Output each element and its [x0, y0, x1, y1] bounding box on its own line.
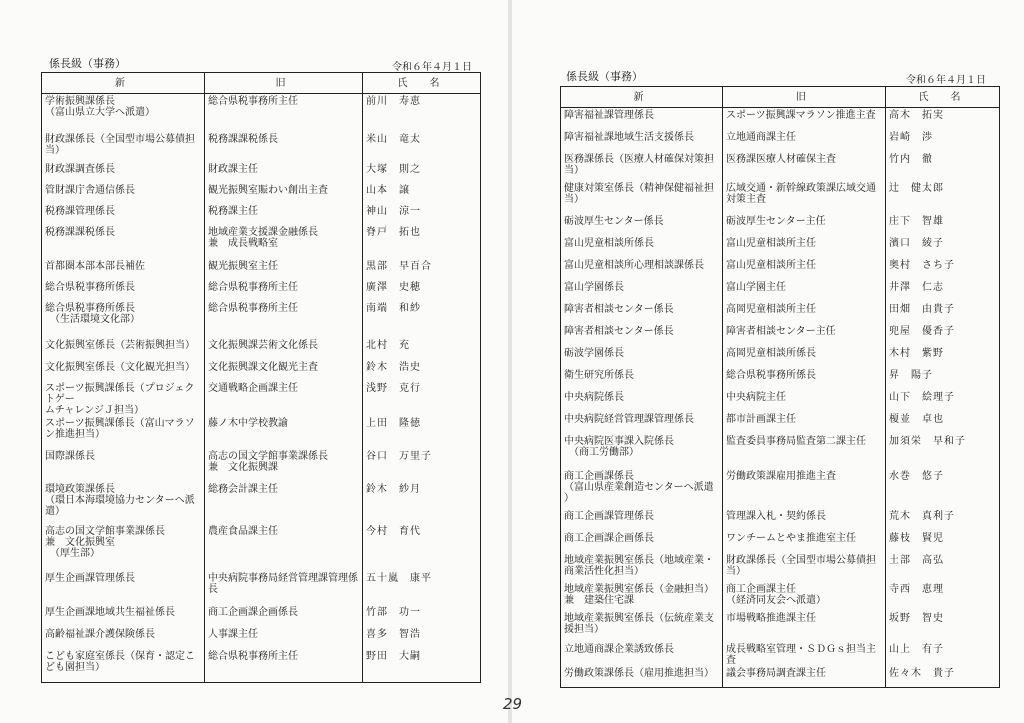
column-header-new: 新: [42, 73, 205, 94]
person-name-cell: 榎並 卓也: [886, 412, 1000, 434]
person-name-cell: 高木 拓実: [886, 108, 1000, 130]
old-position-cell: 総務会計課主任: [205, 482, 363, 524]
person-name-cell: 脊戸 拓也: [363, 225, 481, 259]
person-name-cell: 土部 高弘: [886, 553, 1000, 582]
old-position-cell: 高志の国文学館事業課係長 兼 文化振興課: [205, 449, 363, 482]
table-row: [561, 130, 1000, 152]
person-name-cell: 坂野 智史: [886, 611, 1000, 642]
old-position-cell: 財政課主任: [205, 162, 363, 183]
new-position-cell: 障害者相談センター係長: [561, 324, 723, 346]
table-row: [561, 368, 1000, 390]
new-position-cell: 衛生研究所係長: [561, 368, 723, 390]
new-position-cell: 文化振興室係長（文化観光担当）: [42, 360, 205, 381]
person-name-cell: 濱口 綾子: [886, 236, 1000, 258]
table-row: [42, 381, 481, 416]
person-name-cell: 浅野 克行: [363, 381, 481, 416]
person-name-cell: 上田 隆徳: [363, 416, 481, 449]
column-header-old: 旧: [205, 73, 363, 94]
new-position-cell: 税務課課税係長: [42, 225, 205, 259]
new-position-cell: 労働政策課係長（雇用推進担当）: [561, 666, 723, 688]
right-page: [512, 0, 1024, 723]
person-name-cell: 竹部 功一: [363, 605, 481, 627]
person-name-cell: 米山 竜太: [363, 132, 481, 162]
table-row: [42, 416, 481, 449]
old-position-cell: 人事課主任: [205, 627, 363, 649]
new-position-cell: 中央病院経営管理課管理係長: [561, 412, 723, 434]
old-position-cell: 総合県税事務所主任: [205, 94, 363, 132]
table-row: [42, 360, 481, 381]
old-position-cell: 砺波厚生センター主任: [723, 214, 886, 236]
person-name-cell: 藤枝 賢児: [886, 531, 1000, 553]
table-row: [561, 302, 1000, 324]
new-position-cell: 地域産業振興室係長（金融担当） 兼 建築住宅課: [561, 582, 723, 611]
new-position-cell: 砺波学園係長: [561, 346, 723, 368]
table-row: [561, 531, 1000, 553]
table-row: [42, 524, 481, 571]
new-position-cell: 税務課管理係長: [42, 204, 205, 225]
table-row: [42, 627, 481, 649]
old-position-cell: 総合県税事務所主任: [205, 649, 363, 683]
table-row: [42, 338, 481, 360]
person-name-cell: 田畑 由貴子: [886, 302, 1000, 324]
old-position-cell: スポーツ振興課マラソン推進主査: [723, 108, 886, 130]
old-position-cell: 税務課主任: [205, 204, 363, 225]
person-name-cell: 山本 譲: [363, 183, 481, 204]
personnel-table: [560, 86, 1000, 688]
old-position-cell: 文化振興課文化観光主査: [205, 360, 363, 381]
table-row: [561, 412, 1000, 434]
new-position-cell: 厚生企画課管理係長: [42, 571, 205, 605]
new-position-cell: 管財課庁舎通信係長: [42, 183, 205, 204]
new-position-cell: 地域産業振興室係長（地域産業・ 商業活性化担当）: [561, 553, 723, 582]
table-row: [42, 301, 481, 338]
new-position-cell: 総合県税事務所係長: [42, 280, 205, 301]
table-row: [42, 204, 481, 225]
old-position-cell: 観光振興室主任: [205, 259, 363, 280]
person-name-cell: 前川 寿恵: [363, 94, 481, 132]
new-position-cell: 学術振興課係長 （富山県立大学へ派遣）: [42, 94, 205, 132]
person-name-cell: 野田 大嗣: [363, 649, 481, 683]
new-position-cell: 高齢福祉課介護保険係長: [42, 627, 205, 649]
person-name-cell: 木村 紫野: [886, 346, 1000, 368]
person-name-cell: 南端 和紗: [363, 301, 481, 338]
person-name-cell: 井澤 仁志: [886, 280, 1000, 302]
new-position-cell: スポーツ振興課係長（富山マラソ ン推進担当）: [42, 416, 205, 449]
new-position-cell: 商工企画課管理係長: [561, 509, 723, 531]
person-name-cell: 北村 充: [363, 338, 481, 360]
table-row: [561, 236, 1000, 258]
table-row: [561, 346, 1000, 368]
new-position-cell: 商工企画課企画係長: [561, 531, 723, 553]
column-header-new: 新: [561, 87, 723, 108]
new-position-cell: 財政課調査係長: [42, 162, 205, 183]
person-name-cell: 山上 有子: [886, 642, 1000, 666]
new-position-cell: 富山児童相談所係長: [561, 236, 723, 258]
new-position-cell: 商工企画課係長 （富山県産業創造センターへ派遣 ）: [561, 469, 723, 509]
old-position-cell: 高岡児童相談所主任: [723, 302, 886, 324]
person-name-cell: 神山 涼一: [363, 204, 481, 225]
old-position-cell: 立地通商課主任: [723, 130, 886, 152]
new-position-cell: 健康対策室係長（精神保健福祉担 当）: [561, 181, 723, 214]
table-row: [561, 509, 1000, 531]
person-name-cell: 庄下 智雄: [886, 214, 1000, 236]
column-header-old: 旧: [723, 87, 886, 108]
table-row: [561, 280, 1000, 302]
old-position-cell: 交通戦略企画課主任: [205, 381, 363, 416]
person-name-cell: 寺西 恵理: [886, 582, 1000, 611]
person-name-cell: 辻 健太郎: [886, 181, 1000, 214]
new-position-cell: 障害福祉課地域生活支援係長: [561, 130, 723, 152]
column-header-name: 氏 名: [886, 87, 1000, 108]
table-row: [42, 225, 481, 259]
person-name-cell: 五十嵐 康平: [363, 571, 481, 605]
table-row: [42, 605, 481, 627]
new-position-cell: 高志の国文学館事業課係長 兼 文化振興室 （厚生部）: [42, 524, 205, 571]
old-position-cell: 労働政策課雇用推進主査: [723, 469, 886, 509]
new-position-cell: こども家庭室係長（保育・認定こ ども園担当）: [42, 649, 205, 683]
old-position-cell: 管理課入札・契約係長: [723, 509, 886, 531]
old-position-cell: 財政課係長（全国型市場公募債担 当）: [723, 553, 886, 582]
table-row: [561, 324, 1000, 346]
table-row: [42, 482, 481, 524]
old-position-cell: 成長戦略室管理・ＳＤＧｓ担当主査: [723, 642, 886, 666]
old-position-cell: 商工企画課企画係長: [205, 605, 363, 627]
person-name-cell: 喜多 智浩: [363, 627, 481, 649]
person-name-cell: 佐々木 貴子: [886, 666, 1000, 688]
person-name-cell: 鈴木 浩史: [363, 360, 481, 381]
old-position-cell: 富山学園主任: [723, 280, 886, 302]
old-position-cell: 富山児童相談所主任: [723, 258, 886, 280]
old-position-cell: 広域交通・新幹線政策課広域交通 対策主査: [723, 181, 886, 214]
table-row: [42, 94, 481, 132]
person-name-cell: 今村 育代: [363, 524, 481, 571]
document-date: 令和６年４月１日: [906, 75, 986, 86]
old-position-cell: 藤ノ木中学校教諭: [205, 416, 363, 449]
old-position-cell: 総合県税事務所主任: [205, 280, 363, 301]
old-position-cell: ワンチームとやま推進室主任: [723, 531, 886, 553]
new-position-cell: 医務課係長（医療人材確保対策担 当）: [561, 152, 723, 181]
person-name-cell: 大塚 則之: [363, 162, 481, 183]
new-position-cell: 総合県税事務所係長 （生活環境文化部）: [42, 301, 205, 338]
table-row: [561, 214, 1000, 236]
section-title: 係長級（事務）: [566, 70, 643, 83]
person-name-cell: 廣澤 史穂: [363, 280, 481, 301]
old-position-cell: 中央病院事務局経営管理課管理係 長: [205, 571, 363, 605]
table-row: [42, 280, 481, 301]
table-row: [561, 258, 1000, 280]
table-row: [42, 183, 481, 204]
person-name-cell: 加須栄 早和子: [886, 434, 1000, 469]
old-position-cell: 富山児童相談所主任: [723, 236, 886, 258]
new-position-cell: 富山学園係長: [561, 280, 723, 302]
new-position-cell: スポーツ振興課係長（プロジェクトゲー ムチャレンジＪ担当）: [42, 381, 205, 416]
table-row: [561, 666, 1000, 688]
table-row: [42, 649, 481, 683]
document-date: 令和６年４月１日: [392, 62, 472, 73]
person-name-cell: 岩崎 渉: [886, 130, 1000, 152]
new-position-cell: 障害福祉課管理係長: [561, 108, 723, 130]
person-name-cell: 山下 絵理子: [886, 390, 1000, 412]
table-row: [561, 434, 1000, 469]
old-position-cell: 地域産業支援課金融係長 兼 成長戦略室: [205, 225, 363, 259]
table-row: [42, 259, 481, 280]
table-row: [561, 390, 1000, 412]
new-position-cell: 砺波厚生センター係長: [561, 214, 723, 236]
table-row: [42, 571, 481, 605]
table-row: [561, 152, 1000, 181]
old-position-cell: 中央病院主任: [723, 390, 886, 412]
left-page: [0, 0, 508, 723]
new-position-cell: 国際課係長: [42, 449, 205, 482]
table-row: [42, 449, 481, 482]
new-position-cell: 中央病院係長: [561, 390, 723, 412]
old-position-cell: 商工企画課主任 （経済同友会へ派遣）: [723, 582, 886, 611]
table-row: [42, 162, 481, 183]
person-name-cell: 兜屋 優香子: [886, 324, 1000, 346]
column-header-name: 氏 名: [363, 73, 481, 94]
new-position-cell: 障害者相談センター係長: [561, 302, 723, 324]
person-name-cell: 荒木 真利子: [886, 509, 1000, 531]
new-position-cell: 首都圏本部本部長補佐: [42, 259, 205, 280]
personnel-table: [41, 72, 481, 683]
person-name-cell: 奥村 さち子: [886, 258, 1000, 280]
table-row: [561, 108, 1000, 130]
person-name-cell: 鈴木 紗月: [363, 482, 481, 524]
old-position-cell: 農産食品課主任: [205, 524, 363, 571]
old-position-cell: 議会事務局調査課主任: [723, 666, 886, 688]
table-row: [561, 642, 1000, 666]
old-position-cell: 観光振興室賑わい創出主査: [205, 183, 363, 204]
new-position-cell: 環境政策課係長 （環日本海環境協力センターへ派 遣）: [42, 482, 205, 524]
person-name-cell: 昇 陽子: [886, 368, 1000, 390]
person-name-cell: 谷口 万里子: [363, 449, 481, 482]
old-position-cell: 障害者相談センター主任: [723, 324, 886, 346]
old-position-cell: 総合県税事務所主任: [205, 301, 363, 338]
table-row: [561, 181, 1000, 214]
person-name-cell: 竹内 徹: [886, 152, 1000, 181]
new-position-cell: 財政課係長（全国型市場公募債担 当）: [42, 132, 205, 162]
old-position-cell: 総合県税事務所係長: [723, 368, 886, 390]
page-number: 29: [503, 695, 523, 713]
person-name-cell: 水巻 悠子: [886, 469, 1000, 509]
old-position-cell: 税務課課税係長: [205, 132, 363, 162]
table-row: [561, 469, 1000, 509]
old-position-cell: 高岡児童相談所係長: [723, 346, 886, 368]
old-position-cell: 文化振興課芸術文化係長: [205, 338, 363, 360]
new-position-cell: 文化振興室係長（芸術振興担当）: [42, 338, 205, 360]
new-position-cell: 中央病院医事課入院係長 （商工労働部）: [561, 434, 723, 469]
new-position-cell: 地域産業振興室係長（伝統産業支 援担当）: [561, 611, 723, 642]
table-row: [42, 132, 481, 162]
new-position-cell: 富山児童相談所心理相談課係長: [561, 258, 723, 280]
old-position-cell: 都市計画課主任: [723, 412, 886, 434]
table-row: [561, 553, 1000, 582]
new-position-cell: 厚生企画課地域共生福祉係長: [42, 605, 205, 627]
old-position-cell: 医務課医療人材確保主査: [723, 152, 886, 181]
table-row: [561, 611, 1000, 642]
table-row: [561, 582, 1000, 611]
old-position-cell: 市場戦略推進課主任: [723, 611, 886, 642]
new-position-cell: 立地通商課企業誘致係長: [561, 642, 723, 666]
section-title: 係長級（事務）: [49, 57, 126, 70]
old-position-cell: 監査委員事務局監査第二課主任: [723, 434, 886, 469]
person-name-cell: 黒部 早百合: [363, 259, 481, 280]
